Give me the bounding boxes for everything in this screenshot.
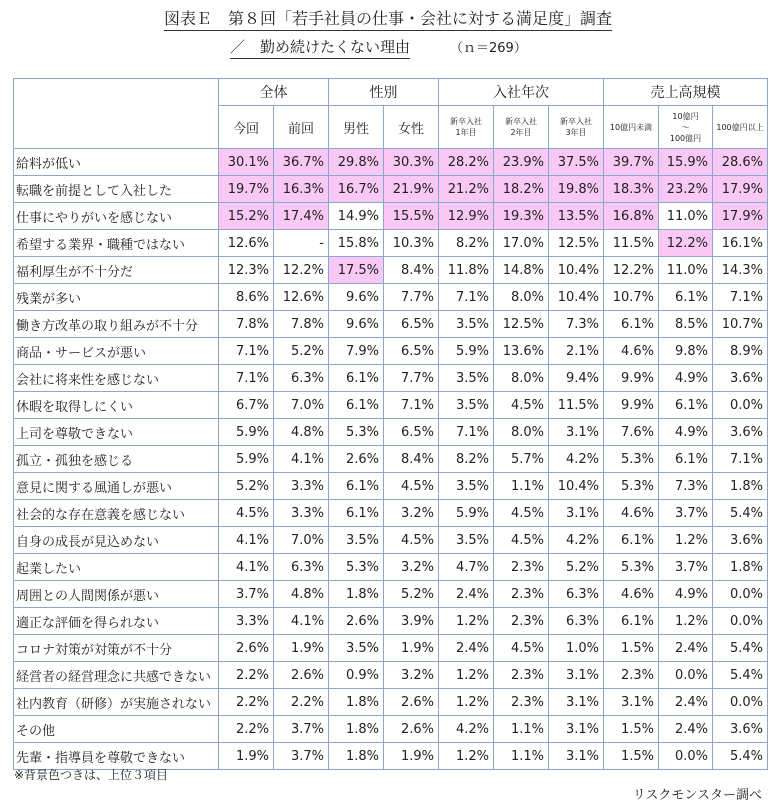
footnote: ※背景色つきは、上位３項目 <box>14 768 169 782</box>
table-row <box>14 176 768 203</box>
value-cell: 17.9% <box>713 203 768 230</box>
subheader-current: 今回 <box>219 106 274 149</box>
value-cell: 7.1% <box>219 338 274 365</box>
table-row <box>14 608 768 635</box>
value-cell: 6.3% <box>274 365 329 392</box>
table-row <box>14 581 768 608</box>
row-label: コロナ対策が対策が不十分 <box>14 635 219 662</box>
row-label: 残業が多い <box>14 284 219 311</box>
row-label: 先輩・指導員を尊敬できない <box>14 743 219 770</box>
row-label: 働き方改革の取り組みが不十分 <box>14 311 219 338</box>
value-cell: 1.0% <box>549 635 604 662</box>
value-cell: 1.5% <box>604 743 659 770</box>
row-label: その他 <box>14 716 219 743</box>
group-header-gender: 性別 <box>329 79 439 106</box>
corner-cell <box>14 79 219 149</box>
value-cell: 2.4% <box>439 581 494 608</box>
value-cell: 3.9% <box>384 608 439 635</box>
value-cell: 4.2% <box>549 446 604 473</box>
value-cell: 6.1% <box>329 365 384 392</box>
value-cell: 4.1% <box>219 527 274 554</box>
value-cell: 1.1% <box>494 473 549 500</box>
value-cell: 0.0% <box>713 392 768 419</box>
value-cell: 4.2% <box>549 527 604 554</box>
table-row <box>14 149 768 176</box>
value-cell: 7.1% <box>439 419 494 446</box>
value-cell: 4.5% <box>494 392 549 419</box>
value-cell: 9.6% <box>329 284 384 311</box>
value-cell: 12.5% <box>494 311 549 338</box>
value-cell: 7.7% <box>384 365 439 392</box>
value-cell: 9.6% <box>329 311 384 338</box>
value-cell: 1.8% <box>713 554 768 581</box>
value-cell: 29.8% <box>329 149 384 176</box>
value-cell: 2.3% <box>494 662 549 689</box>
value-cell: 1.2% <box>439 662 494 689</box>
value-cell: 2.4% <box>659 716 713 743</box>
value-cell: 30.3% <box>384 149 439 176</box>
value-cell: 5.3% <box>604 473 659 500</box>
value-cell: 3.5% <box>329 527 384 554</box>
value-cell: 12.2% <box>659 230 713 257</box>
table-row <box>14 554 768 581</box>
value-cell: 8.0% <box>494 419 549 446</box>
value-cell: 2.3% <box>494 689 549 716</box>
sample-size: （ｎ＝269） <box>450 41 527 56</box>
value-cell: 3.3% <box>274 500 329 527</box>
value-cell: 4.7% <box>439 554 494 581</box>
value-cell: 2.6% <box>329 608 384 635</box>
subheader-1b-10b: 10億円 ～ 100億円 <box>659 106 713 149</box>
row-label: 仕事にやりがいを感じない <box>14 203 219 230</box>
value-cell: 1.5% <box>604 635 659 662</box>
value-cell: 7.0% <box>274 392 329 419</box>
value-cell: 9.9% <box>604 392 659 419</box>
value-cell: 1.2% <box>439 743 494 770</box>
group-header-revenue: 売上高規模 <box>604 79 768 106</box>
value-cell: 4.9% <box>659 365 713 392</box>
value-cell: 4.1% <box>274 608 329 635</box>
value-cell: 8.2% <box>439 230 494 257</box>
table-row <box>14 419 768 446</box>
table-row <box>14 257 768 284</box>
value-cell: 12.6% <box>219 230 274 257</box>
value-cell: 30.1% <box>219 149 274 176</box>
value-cell: 3.1% <box>549 662 604 689</box>
value-cell: 6.1% <box>659 446 713 473</box>
value-cell: 12.2% <box>274 257 329 284</box>
value-cell: 3.6% <box>713 419 768 446</box>
value-cell: 5.3% <box>604 446 659 473</box>
value-cell: 2.2% <box>219 689 274 716</box>
row-label: 商品・サービスが悪い <box>14 338 219 365</box>
table-row <box>14 635 768 662</box>
value-cell: 1.9% <box>274 635 329 662</box>
value-cell: 7.1% <box>384 392 439 419</box>
value-cell: 10.4% <box>549 257 604 284</box>
value-cell: 4.5% <box>494 500 549 527</box>
value-cell: 4.5% <box>384 473 439 500</box>
row-label: 給料が低い <box>14 149 219 176</box>
value-cell: 5.2% <box>274 338 329 365</box>
value-cell: 7.9% <box>329 338 384 365</box>
subheader-previous: 前回 <box>274 106 329 149</box>
value-cell: 6.1% <box>604 527 659 554</box>
row-label: 適正な評価を得られない <box>14 608 219 635</box>
row-label: 休暇を取得しにくい <box>14 392 219 419</box>
value-cell: 4.6% <box>604 581 659 608</box>
value-cell: 3.3% <box>219 608 274 635</box>
value-cell: - <box>274 230 329 257</box>
value-cell: 21.9% <box>384 176 439 203</box>
value-cell: 8.4% <box>384 257 439 284</box>
value-cell: 1.9% <box>384 635 439 662</box>
value-cell: 10.3% <box>384 230 439 257</box>
value-cell: 28.6% <box>713 149 768 176</box>
value-cell: 4.5% <box>384 527 439 554</box>
table-row <box>14 203 768 230</box>
value-cell: 16.1% <box>713 230 768 257</box>
value-cell: 6.1% <box>659 392 713 419</box>
value-cell: 3.5% <box>439 527 494 554</box>
value-cell: 2.2% <box>219 716 274 743</box>
value-cell: 28.2% <box>439 149 494 176</box>
value-cell: 18.3% <box>604 176 659 203</box>
value-cell: 15.2% <box>219 203 274 230</box>
value-cell: 1.8% <box>713 473 768 500</box>
value-cell: 3.5% <box>439 311 494 338</box>
value-cell: 1.2% <box>439 608 494 635</box>
table-row <box>14 689 768 716</box>
value-cell: 5.2% <box>219 473 274 500</box>
table-row <box>14 716 768 743</box>
subtitle: ／ 勤め続けたくない理由 （ｎ＝269） <box>230 36 527 57</box>
value-cell: 4.1% <box>274 446 329 473</box>
value-cell: 1.2% <box>659 527 713 554</box>
value-cell: 8.6% <box>219 284 274 311</box>
value-cell: 0.0% <box>659 662 713 689</box>
value-cell: 6.1% <box>329 473 384 500</box>
value-cell: 12.9% <box>439 203 494 230</box>
survey-table <box>13 78 768 770</box>
group-header-total: 全体 <box>219 79 329 106</box>
value-cell: 4.8% <box>274 581 329 608</box>
value-cell: 3.2% <box>384 662 439 689</box>
value-cell: 0.0% <box>659 743 713 770</box>
value-cell: 0.0% <box>713 581 768 608</box>
value-cell: 6.3% <box>274 554 329 581</box>
value-cell: 3.7% <box>274 743 329 770</box>
value-cell: 5.3% <box>329 419 384 446</box>
value-cell: 16.7% <box>329 176 384 203</box>
table-row <box>14 284 768 311</box>
subheader-year3: 新卒入社 3年目 <box>549 106 604 149</box>
value-cell: 6.1% <box>604 311 659 338</box>
value-cell: 19.3% <box>494 203 549 230</box>
value-cell: 3.1% <box>549 743 604 770</box>
value-cell: 3.1% <box>549 716 604 743</box>
value-cell: 6.5% <box>384 419 439 446</box>
value-cell: 7.1% <box>713 446 768 473</box>
value-cell: 4.6% <box>604 500 659 527</box>
value-cell: 8.0% <box>494 284 549 311</box>
value-cell: 5.2% <box>549 554 604 581</box>
value-cell: 8.5% <box>659 311 713 338</box>
value-cell: 2.2% <box>219 662 274 689</box>
subheader-female: 女性 <box>384 106 439 149</box>
table-row <box>14 311 768 338</box>
table-row <box>14 392 768 419</box>
value-cell: 15.8% <box>329 230 384 257</box>
value-cell: 12.3% <box>219 257 274 284</box>
value-cell: 2.3% <box>604 662 659 689</box>
value-cell: 3.5% <box>439 365 494 392</box>
value-cell: 17.4% <box>274 203 329 230</box>
row-label: 社内教育（研修）が実施されない <box>14 689 219 716</box>
table-body <box>14 149 768 770</box>
value-cell: 0.9% <box>329 662 384 689</box>
value-cell: 6.5% <box>384 338 439 365</box>
value-cell: 1.2% <box>659 608 713 635</box>
value-cell: 6.1% <box>604 608 659 635</box>
value-cell: 4.8% <box>274 419 329 446</box>
value-cell: 9.4% <box>549 365 604 392</box>
value-cell: 16.8% <box>604 203 659 230</box>
value-cell: 10.4% <box>549 473 604 500</box>
value-cell: 0.0% <box>713 689 768 716</box>
table-row <box>14 446 768 473</box>
value-cell: 4.6% <box>604 338 659 365</box>
value-cell: 3.1% <box>549 500 604 527</box>
value-cell: 14.9% <box>329 203 384 230</box>
value-cell: 10.7% <box>604 284 659 311</box>
value-cell: 19.7% <box>219 176 274 203</box>
row-label: 社会的な存在意義を感じない <box>14 500 219 527</box>
value-cell: 4.2% <box>439 716 494 743</box>
value-cell: 17.9% <box>713 176 768 203</box>
value-cell: 36.7% <box>274 149 329 176</box>
value-cell: 3.6% <box>713 527 768 554</box>
value-cell: 21.2% <box>439 176 494 203</box>
value-cell: 4.5% <box>494 527 549 554</box>
row-label: 周囲との人間関係が悪い <box>14 581 219 608</box>
value-cell: 14.8% <box>494 257 549 284</box>
subheader-male: 男性 <box>329 106 384 149</box>
value-cell: 23.9% <box>494 149 549 176</box>
value-cell: 18.2% <box>494 176 549 203</box>
page-title: 図表Ｅ 第８回「若手社員の仕事・会社に対する満足度」調査 <box>0 6 776 29</box>
row-label: 上司を尊敬できない <box>14 419 219 446</box>
value-cell: 5.2% <box>384 581 439 608</box>
value-cell: 4.1% <box>219 554 274 581</box>
value-cell: 9.9% <box>604 365 659 392</box>
group-header-entry-year: 入社年次 <box>439 79 604 106</box>
value-cell: 3.1% <box>549 419 604 446</box>
value-cell: 5.7% <box>494 446 549 473</box>
value-cell: 10.4% <box>549 284 604 311</box>
value-cell: 11.5% <box>604 230 659 257</box>
value-cell: 17.5% <box>329 257 384 284</box>
value-cell: 4.5% <box>494 635 549 662</box>
value-cell: 0.0% <box>713 608 768 635</box>
value-cell: 6.3% <box>549 608 604 635</box>
value-cell: 8.9% <box>713 338 768 365</box>
value-cell: 6.5% <box>384 311 439 338</box>
value-cell: 3.5% <box>439 392 494 419</box>
value-cell: 7.1% <box>439 284 494 311</box>
subheader-year1: 新卒入社 1年目 <box>439 106 494 149</box>
value-cell: 6.1% <box>329 500 384 527</box>
value-cell: 2.1% <box>549 338 604 365</box>
value-cell: 2.3% <box>494 608 549 635</box>
value-cell: 15.9% <box>659 149 713 176</box>
value-cell: 14.3% <box>713 257 768 284</box>
value-cell: 2.4% <box>659 689 713 716</box>
value-cell: 1.1% <box>494 743 549 770</box>
value-cell: 16.3% <box>274 176 329 203</box>
value-cell: 7.8% <box>219 311 274 338</box>
value-cell: 8.4% <box>384 446 439 473</box>
value-cell: 12.5% <box>549 230 604 257</box>
value-cell: 2.2% <box>274 689 329 716</box>
value-cell: 7.3% <box>549 311 604 338</box>
value-cell: 5.9% <box>439 338 494 365</box>
value-cell: 12.6% <box>274 284 329 311</box>
value-cell: 5.9% <box>219 446 274 473</box>
table-row <box>14 338 768 365</box>
value-cell: 2.4% <box>659 635 713 662</box>
value-cell: 7.1% <box>713 284 768 311</box>
value-cell: 17.0% <box>494 230 549 257</box>
value-cell: 11.0% <box>659 257 713 284</box>
value-cell: 3.7% <box>659 500 713 527</box>
value-cell: 6.1% <box>659 284 713 311</box>
value-cell: 3.1% <box>604 689 659 716</box>
value-cell: 2.6% <box>384 716 439 743</box>
table-row <box>14 500 768 527</box>
value-cell: 1.9% <box>219 743 274 770</box>
table-row <box>14 527 768 554</box>
value-cell: 7.3% <box>659 473 713 500</box>
value-cell: 10.7% <box>713 311 768 338</box>
value-cell: 2.4% <box>439 635 494 662</box>
value-cell: 1.8% <box>329 716 384 743</box>
value-cell: 2.6% <box>384 689 439 716</box>
value-cell: 3.7% <box>274 716 329 743</box>
row-label: 起業したい <box>14 554 219 581</box>
value-cell: 1.5% <box>604 716 659 743</box>
value-cell: 7.0% <box>274 527 329 554</box>
value-cell: 11.0% <box>659 203 713 230</box>
value-cell: 3.5% <box>439 473 494 500</box>
value-cell: 1.1% <box>494 716 549 743</box>
value-cell: 4.5% <box>219 500 274 527</box>
value-cell: 5.4% <box>713 662 768 689</box>
table-row <box>14 662 768 689</box>
value-cell: 2.3% <box>494 581 549 608</box>
value-cell: 5.4% <box>713 743 768 770</box>
row-label: 経営者の経営理念に共感できない <box>14 662 219 689</box>
subheader-year2: 新卒入社 2年目 <box>494 106 549 149</box>
value-cell: 5.9% <box>439 500 494 527</box>
value-cell: 11.5% <box>549 392 604 419</box>
value-cell: 1.9% <box>384 743 439 770</box>
value-cell: 1.8% <box>329 581 384 608</box>
value-cell: 7.8% <box>274 311 329 338</box>
value-cell: 3.2% <box>384 554 439 581</box>
value-cell: 23.2% <box>659 176 713 203</box>
value-cell: 39.7% <box>604 149 659 176</box>
value-cell: 3.6% <box>713 716 768 743</box>
value-cell: 5.3% <box>329 554 384 581</box>
value-cell: 37.5% <box>549 149 604 176</box>
value-cell: 15.5% <box>384 203 439 230</box>
value-cell: 1.8% <box>329 689 384 716</box>
row-label: 会社に将来性を感じない <box>14 365 219 392</box>
value-cell: 7.7% <box>384 284 439 311</box>
row-label: 希望する業界・職種ではない <box>14 230 219 257</box>
value-cell: 1.8% <box>329 743 384 770</box>
value-cell: 19.8% <box>549 176 604 203</box>
table-row <box>14 230 768 257</box>
value-cell: 11.8% <box>439 257 494 284</box>
value-cell: 6.1% <box>329 392 384 419</box>
row-label: 自身の成長が見込めない <box>14 527 219 554</box>
value-cell: 3.2% <box>384 500 439 527</box>
value-cell: 7.6% <box>604 419 659 446</box>
value-cell: 3.3% <box>274 473 329 500</box>
table-row <box>14 365 768 392</box>
value-cell: 5.4% <box>713 500 768 527</box>
value-cell: 5.4% <box>713 635 768 662</box>
row-label: 意見に関する風通しが悪い <box>14 473 219 500</box>
value-cell: 2.6% <box>219 635 274 662</box>
value-cell: 7.1% <box>219 365 274 392</box>
subheader-over-10b: 100億円以上 <box>713 106 768 149</box>
value-cell: 1.2% <box>439 689 494 716</box>
value-cell: 12.2% <box>604 257 659 284</box>
value-cell: 2.6% <box>329 446 384 473</box>
value-cell: 13.5% <box>549 203 604 230</box>
value-cell: 3.7% <box>219 581 274 608</box>
value-cell: 2.6% <box>274 662 329 689</box>
value-cell: 2.3% <box>494 554 549 581</box>
value-cell: 8.0% <box>494 365 549 392</box>
value-cell: 6.7% <box>219 392 274 419</box>
value-cell: 3.7% <box>659 554 713 581</box>
value-cell: 3.1% <box>549 689 604 716</box>
row-label: 福利厚生が不十分だ <box>14 257 219 284</box>
source-credit: リスクモンスター調べ <box>632 788 762 803</box>
value-cell: 3.5% <box>329 635 384 662</box>
value-cell: 5.3% <box>604 554 659 581</box>
table-row <box>14 473 768 500</box>
value-cell: 4.9% <box>659 419 713 446</box>
row-label: 転職を前提として入社した <box>14 176 219 203</box>
value-cell: 6.3% <box>549 581 604 608</box>
value-cell: 5.9% <box>219 419 274 446</box>
value-cell: 9.8% <box>659 338 713 365</box>
subheader-under-1b: 10億円未満 <box>604 106 659 149</box>
value-cell: 3.6% <box>713 365 768 392</box>
value-cell: 13.6% <box>494 338 549 365</box>
row-label: 孤立・孤独を感じる <box>14 446 219 473</box>
value-cell: 4.9% <box>659 581 713 608</box>
value-cell: 8.2% <box>439 446 494 473</box>
